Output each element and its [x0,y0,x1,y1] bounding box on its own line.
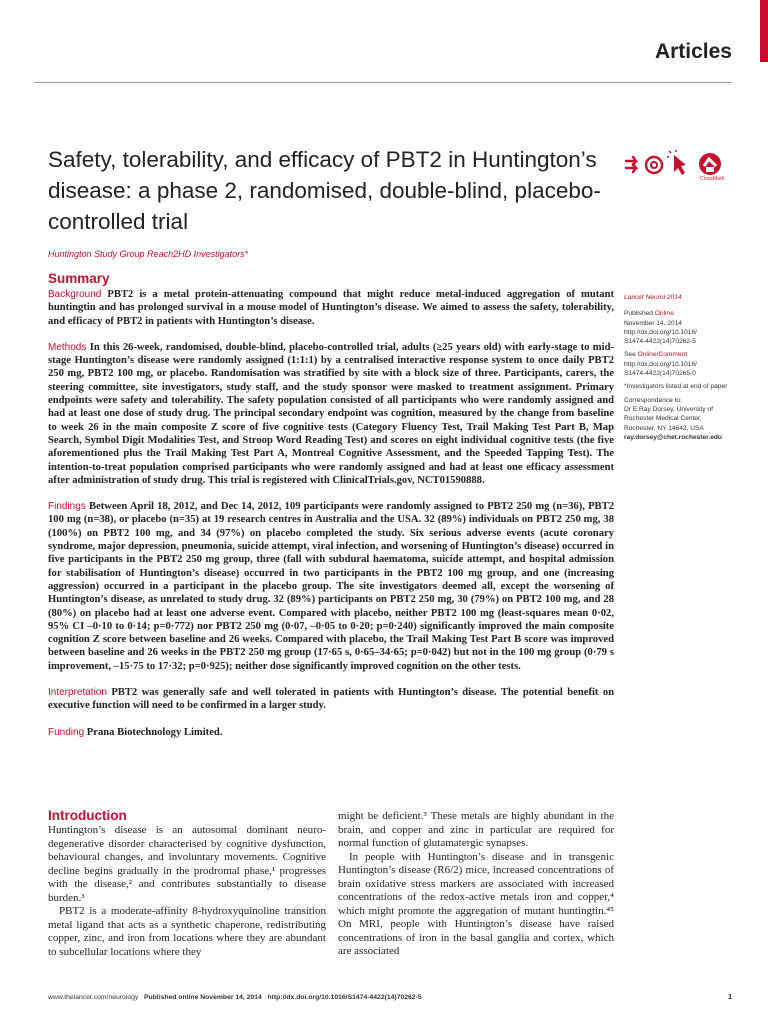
published-prefix: Published [624,310,655,318]
abstract [48,288,614,752]
at-icon[interactable] [646,157,662,173]
doi-link[interactable]: S1474-4422(14)70262-5 [624,338,696,346]
abstract-funding [48,726,614,739]
comment-doi-link[interactable]: http://dx.doi.org/10.1016/ [624,360,697,368]
crossmark-label: CrossMark [700,176,725,182]
abstract-label: Methods [48,341,87,353]
abstract-interpretation [48,686,614,713]
journal-citation: Lancet Neurol 2014 [624,294,682,301]
abstract-text: PBT2 was generally safe and well tolerated in patients with Huntington’s disease. The potential benefit on executive function will need to be confirmed in a larger study. [48,687,615,712]
correspondence-email[interactable]: ray.dorsey@chet.rochester.edu [624,433,722,441]
published-date: November 14, 2014 [624,319,682,327]
footer-published: Published online November 14, 2014 [143,994,262,1001]
summary-heading: Summary [48,271,110,286]
author-line[interactable]: Huntington Study Group Reach2HD Investigators* [48,249,249,259]
intro-paragraph: might be deficient.³ These metals are highly abundant in the brain, and copper and zinc in particular are required for normal function of glutamatergic synapses. [338,810,614,849]
published-info [624,309,734,346]
abstract-findings [48,500,614,673]
intro-paragraph: Huntington’s disease is an autosomal dominant neuro-degenerative disorder characterised by cognitive dysfunction, behavioural changes, and involuntary movements. Cognitive decline begins gradually in the prodromal phase,¹ progresses with the disease,² and contributes substantially to disease burden.³ [48,824,326,904]
footer-site-link[interactable]: www.thelancet.com/neurology [48,994,139,1001]
abstract-text: PBT2 is a metal protein-attenuating compound that might reduce metal-induced aggregation of mutant huntingtin and has prolonged survival in a mouse model of Huntington’s disease. We aimed to assess the safety, tolerability, and efficacy of PBT2 in patients with Huntington’s disease. [48,289,614,327]
abstract-methods [48,341,614,487]
header-rule [34,82,732,83]
intro-column-left [48,824,326,959]
crossmark-icon[interactable] [699,153,721,175]
abstract-label: Interpretation [48,687,107,699]
page-footer [48,994,732,1001]
see-prefix: See [624,351,638,359]
correspondence [624,396,734,442]
intro-paragraph: PBT2 is a moderate-affinity 8-hydroxyquinoline transition metal ligand that acts as a synthetic chaperone, redistributing copper, zinc, and iron from locations where they are abundant to subcellular locations where they [48,905,326,958]
section-color-bar [760,0,768,62]
article-title: Safety, tolerability, and efficacy of PBT2 in Huntington’s disease: a phase 2, randomised, double-blind, placebo-controlled trial [48,147,601,234]
intro-column-right [338,810,614,959]
introduction-heading: Introduction [48,808,127,823]
cursor-icon[interactable] [667,150,686,175]
correspondence-name: Dr E Ray Dorsey, University of Rochester Medical Center, Rochester, NY 14642, USA [624,405,713,432]
page-number: 1 [728,994,732,1001]
abstract-background [48,288,614,328]
comment-link[interactable]: Online/Comment [637,351,688,359]
investigators-note: *Investigators listed at end of paper [624,383,728,391]
intro-paragraph: In people with Huntington’s disease and in transgenic Huntington’s disease (R6/2) mice, increased concentrations of brain oxidative stress markers are associated with increased concentrations of the redox-active metals iron and copper,⁴ which might promote the aggregation of mutant huntingtin.⁴⁵ On MRI, people with Huntington’s disease have raised concentrations of iron in the basal ganglia and cortex, which are associated [338,850,614,957]
correspondence-label: Correspondence to: [624,396,682,404]
see-also-info [624,350,734,378]
arrow-icon[interactable] [626,157,636,172]
abstract-label: Funding [48,726,85,738]
abstract-text: Prana Biotechnology Limited. [86,726,223,738]
section-label: Articles [654,40,732,63]
abstract-text: In this 26-week, randomised, double-blind, placebo-controlled trial, adults (≥25 years old) with early-stage to mid-stage Huntington’s disease were randomly assigned (1:1:1) by a centralised interactive response system to once daily PBT2 250 mg, PBT2 100 mg, or placebo. Randomisation was stratified by site with a block size of three. Participants, carers, the steering committee, site investigators, study staff, and the study sponsor were masked to treatment assignment. Primary endpoints were safety and tolerability. The safety population consisted of all participants who were randomly assigned and had at least one dose of study drug. The principal secondary endpoint was cognition, measured by the change from baseline to week 26 in the main composite Z score of five cognitive tests (Category Fluency Test, Trail Making Test Part B, Map Search, Symbol Digit Modalities Test, and Stroop Word Reading Test) and scores on eight individual cognitive tests (the five aforementioned plus the Trail Making Test Part A, Montreal Cognitive Assessment, and the Speeded Tapping Test). The intention-to-treat population comprised participants who were randomly assigned and had at least one efficacy assessment after administration of study drug. This trial is registered with ClinicalTrials.gov, NCT01590888. [48,341,614,486]
abstract-label: Background [48,289,102,300]
published-online-link[interactable]: Online [654,310,674,318]
footer-doi-link[interactable]: http://dx.doi.org/10.1016/S1474-4422(14)70262-5 [267,994,422,1001]
comment-doi-link[interactable]: S1474-4422(14)70265-0 [624,370,696,378]
doi-link[interactable]: http://dx.doi.org/10.1016/ [624,328,697,336]
abstract-text: Between April 18, 2012, and Dec 14, 2012, 109 participants were randomly assigned to PBT2 250 mg (n=36), PBT2 100 mg (n=38), or placebo (n=35) at 19 research centres in Australia and the USA. 32 (89%) individuals on PBT2 250 mg, 38 (100%) on PBT2 100 mg, and 34 (97%) on placebo completed the study. Six serious adverse events (acute coronary syndrome, major depression, pneumonia, suicide attempt, viral infection, and worsening of Huntington’s disease) occurred in five participants in the PBT2 250 mg group, three (fall with subdural haematoma, suicide attempt, and hospital admission for stabilisation of Huntington’s disease) occurred in two participants in the PBT2 100 mg group, and one (increasing aggression) occurred in a participant in the placebo group. The site investigators deemed all, except the worsening of Huntington’s disease, as unrelated to study drug. 32 (89%) participants on PBT2 250 mg, 30 (79%) on PBT2 100 mg, and 28 (80%) on placebo had at least one adverse event. Compared with placebo, neither PBT2 100 mg (least-squares mean 0·02, 95% CI –0·10 to 0·14; p=0·772) nor PBT2 250 mg (0·07, –0·05 to 0·20; p=0·240) significantly improved the main composite cognition Z score between baseline and 26 weeks. Compared with placebo, the Trail Making Test Part B score was improved between baseline and 26 weeks in the PBT2 250 mg group (17·65 s, 0·65–34·65; p=0·042) but not in the 100 mg group (0·79 s improvement, –15·75 to 17·32; p=0·925); neither dose significantly improved cognition on the other tests. [48,501,614,672]
sidebar-notes [624,293,734,446]
abstract-label: Findings [48,501,86,513]
